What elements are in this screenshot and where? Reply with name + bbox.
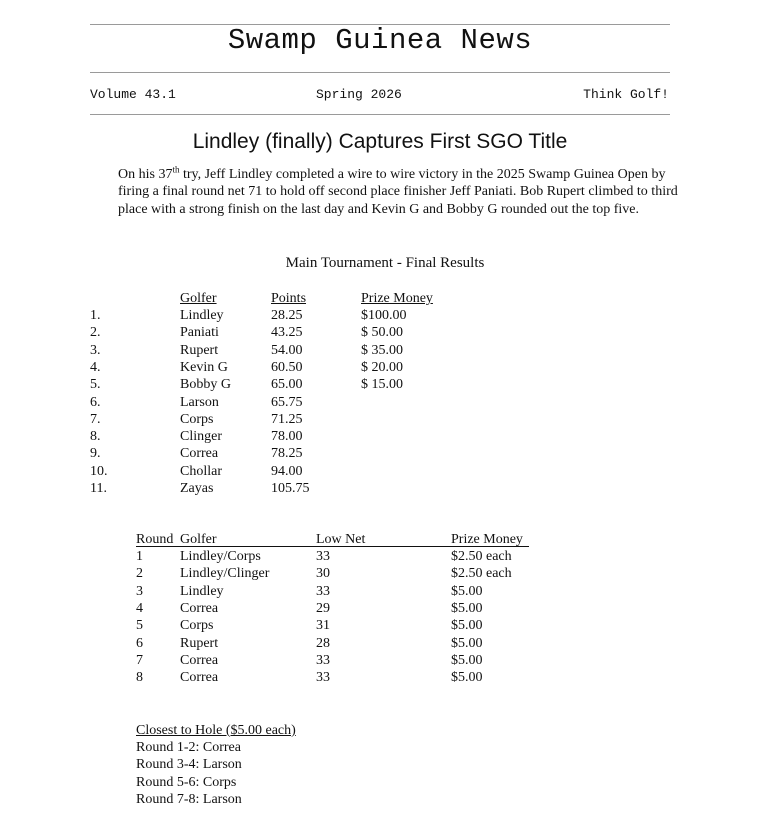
result-rank: 5. <box>90 377 101 393</box>
result-golfer: Correa <box>180 446 219 462</box>
result-points: 54.00 <box>271 342 303 358</box>
result-points: 78.00 <box>271 429 303 445</box>
low-net-prize: $5.00 <box>451 600 483 616</box>
motto-label: Think Golf! <box>583 87 669 102</box>
closest-to-hole-item: Round 7-8: Larson <box>136 791 242 807</box>
low-net-round: 1 <box>136 549 143 564</box>
result-rank: 6. <box>90 394 101 410</box>
volume-label: Volume 43.1 <box>90 87 176 102</box>
prize-column-header: Prize Money <box>361 291 433 306</box>
low-net-score: 31 <box>316 618 330 634</box>
result-golfer: Bobby G <box>180 377 231 393</box>
low-net-prize: $5.00 <box>451 583 483 599</box>
result-points: 28.25 <box>271 308 303 323</box>
masthead-rule <box>90 72 670 73</box>
season-label: Spring 2026 <box>316 87 402 102</box>
result-prize: $ 35.00 <box>361 342 403 358</box>
low-net-score: 33 <box>316 549 330 564</box>
result-points: 71.25 <box>271 411 303 427</box>
result-golfer: Zayas <box>180 481 214 496</box>
low-net-golfer: Correa <box>180 652 219 668</box>
result-points: 60.50 <box>271 359 303 375</box>
low-net-score: 33 <box>316 670 330 686</box>
low-net-golfer: Correa <box>180 670 219 686</box>
low-net-golfer: Lindley/Clinger <box>180 566 270 582</box>
result-points: 105.75 <box>271 481 310 496</box>
low-net-score: 30 <box>316 566 330 582</box>
result-golfer: Clinger <box>180 429 222 445</box>
low-net-round: 5 <box>136 618 143 634</box>
meta-rule <box>90 114 670 115</box>
low-net-golfer: Lindley <box>180 583 224 599</box>
lead-ordinal-suffix: th <box>172 164 180 175</box>
low-net-round: 2 <box>136 566 143 582</box>
low-net-column-header: Low Net <box>316 532 366 547</box>
result-rank: 1. <box>90 308 101 323</box>
low-net-prize: $5.00 <box>451 618 483 634</box>
low-net-score: 33 <box>316 652 330 668</box>
closest-to-hole-item: Round 5-6: Corps <box>136 774 237 790</box>
low-net-round: 3 <box>136 583 143 599</box>
lead-text-rest: try, Jeff Lindley completed a wire to wire victory in the 2025 Swamp Guinea Open by firing a final round net 71 to hold off second place finisher Jeff Paniati. Bob Rupert climbed to third place with a strong finish on the last day and Kevin G and Bobby G rounded out the top five. <box>118 167 678 217</box>
result-rank: 4. <box>90 359 101 375</box>
round-column-header: Round <box>136 532 174 547</box>
low-net-golfer: Corps <box>180 618 214 634</box>
low-net-prize: $5.00 <box>451 652 483 668</box>
low-net-round: 4 <box>136 600 143 616</box>
low-net-golfer: Lindley/Corps <box>180 549 261 564</box>
results-title: Main Tournament - Final Results <box>285 255 485 271</box>
result-golfer: Chollar <box>180 463 222 479</box>
low-net-golfer-column-header: Golfer <box>180 532 217 547</box>
result-rank: 10. <box>90 463 108 479</box>
result-points: 65.00 <box>271 377 303 393</box>
points-column-header: Points <box>271 291 307 306</box>
low-net-score: 28 <box>316 635 330 651</box>
result-golfer: Rupert <box>180 342 219 358</box>
low-net-prize: $5.00 <box>451 670 483 686</box>
result-golfer: Paniati <box>180 325 219 341</box>
lead-text-start: On his 37 <box>118 167 173 182</box>
result-golfer: Larson <box>180 394 219 410</box>
newsletter-title: Swamp Guinea News <box>227 24 533 57</box>
closest-to-hole-item: Round 3-4: Larson <box>136 757 242 773</box>
result-prize: $ 20.00 <box>361 359 403 375</box>
result-rank: 7. <box>90 411 101 427</box>
low-net-score: 33 <box>316 583 330 599</box>
low-net-golfer: Correa <box>180 600 219 616</box>
result-golfer: Kevin G <box>180 359 228 375</box>
low-net-round: 8 <box>136 670 143 686</box>
closest-to-hole-title: Closest to Hole ($5.00 each) <box>136 723 296 738</box>
closest-to-hole-item: Round 1-2: Correa <box>136 740 241 755</box>
result-prize: $100.00 <box>361 308 407 323</box>
result-points: 43.25 <box>271 325 303 341</box>
golfer-column-header: Golfer <box>180 291 217 306</box>
low-net-prize: $2.50 each <box>451 566 512 582</box>
low-net-golfer: Rupert <box>180 635 219 651</box>
low-net-prize: $5.00 <box>451 635 483 651</box>
low-net-round: 6 <box>136 635 143 651</box>
result-rank: 2. <box>90 325 101 341</box>
result-rank: 9. <box>90 446 101 462</box>
result-rank: 3. <box>90 342 101 358</box>
result-rank: 11. <box>90 481 107 496</box>
low-net-prize-column-header: Prize Money <box>451 532 523 547</box>
low-net-round: 7 <box>136 652 143 668</box>
result-prize: $ 15.00 <box>361 377 403 393</box>
result-rank: 8. <box>90 429 101 445</box>
result-points: 94.00 <box>271 463 303 479</box>
result-golfer: Lindley <box>180 308 224 323</box>
article-lead <box>118 166 678 218</box>
result-prize: $ 50.00 <box>361 325 403 341</box>
article-headline: Lindley (finally) Captures First SGO Title <box>192 130 568 153</box>
low-net-score: 29 <box>316 600 330 616</box>
result-points: 65.75 <box>271 394 303 410</box>
result-golfer: Corps <box>180 411 214 427</box>
result-points: 78.25 <box>271 446 303 462</box>
low-net-prize: $2.50 each <box>451 549 512 564</box>
